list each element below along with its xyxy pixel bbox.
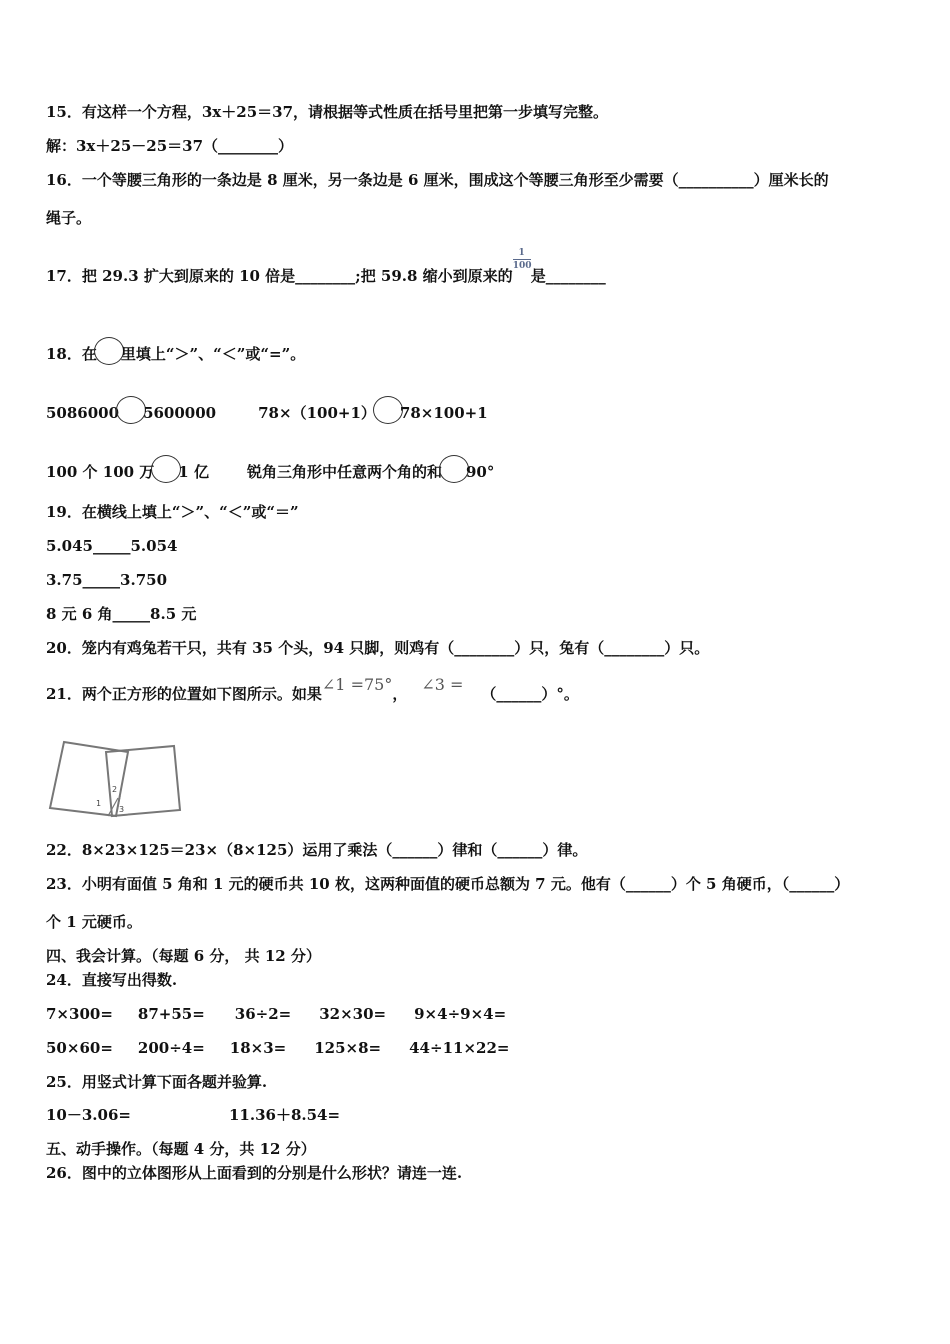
- angle1-expression: ∠1 =75°: [321, 675, 393, 694]
- q21: [46, 675, 579, 704]
- q17: [46, 248, 606, 289]
- q18-r1a-right: 5600000: [143, 404, 217, 422]
- q18-r1b-right: 78×100+1: [399, 404, 488, 422]
- q15-line2: 解：3x＋25－25＝37（________）: [46, 137, 294, 155]
- fraction-one-hundredth: [513, 248, 531, 271]
- calc-item: 32×30=: [319, 1005, 387, 1023]
- q18-row1: [46, 396, 488, 424]
- calc-item: 10－3.06=: [46, 1106, 131, 1124]
- frac-numerator: 1: [518, 248, 525, 258]
- q18-intro-b: 里填上“＞”、“＜”或“=”。: [120, 345, 306, 363]
- q25-items: [46, 1105, 340, 1125]
- section-5-heading: 五、动手操作。（每题 4 分，共 12 分）: [46, 1140, 316, 1158]
- q17-part2: 是________: [530, 267, 606, 285]
- q18-r2b-left: 锐角三角形中任意两个角的和: [246, 463, 442, 481]
- answer-circle[interactable]: [116, 396, 146, 424]
- answer-circle: [94, 337, 124, 365]
- answer-circle[interactable]: [373, 396, 403, 424]
- calc-item: 125×8=: [314, 1039, 382, 1057]
- q21-part2: （______）°。: [481, 685, 579, 703]
- two-squares-figure: [46, 738, 186, 820]
- figure-label-2: 2: [112, 785, 118, 794]
- q15-line1: 15．有这样一个方程，3x＋25＝37，请根据等式性质在括号里把第一步填写完整。: [46, 103, 609, 121]
- q25-intro: 25．用竖式计算下面各题并验算.: [46, 1073, 268, 1091]
- q20: 20．笼内有鸡兔若干只，共有 35 个头，94 只脚，则鸡有（________）只，兔有（________）只。: [46, 639, 710, 657]
- q18-r2a-right: 1 亿: [178, 463, 209, 481]
- q19-b: 3.75_____3.750: [46, 571, 168, 589]
- calc-item: 36÷2=: [234, 1005, 292, 1023]
- q22: 22．8×23×125＝23×（8×125）运用了乘法（______）律和（______）律。: [46, 841, 588, 859]
- figure-label-1: 1: [96, 799, 102, 808]
- q24-intro: 24．直接写出得数.: [46, 971, 178, 989]
- q23-line1: 23．小明有面值 5 角和 1 元的硬币共 10 枚，这两种面值的硬币总额为 7 元。他有（______）个 5 角硬币，（______）: [46, 875, 850, 893]
- answer-circle[interactable]: [151, 455, 181, 483]
- figure-label-3: 3: [119, 805, 125, 814]
- q18-intro: [46, 337, 305, 365]
- frac-denominator: 100: [512, 261, 532, 271]
- q21-part1: 21．两个正方形的位置如下图所示。如果: [46, 685, 322, 703]
- q26: 26．图中的立体图形从上面看到的分别是什么形状？请连一连.: [46, 1164, 463, 1182]
- q18-r1b-left: 78×（100+1）: [258, 404, 376, 422]
- q18-r1a-left: 5086000: [46, 404, 120, 422]
- q24-row2: [46, 1038, 509, 1058]
- q19-c: 8 元 6 角_____8.5 元: [46, 605, 197, 623]
- q18-r2b-right: 90°: [465, 463, 495, 481]
- q19-a: 5.045_____5.054: [46, 537, 178, 555]
- q23-line2: 个 1 元硬币。: [46, 913, 142, 931]
- q21-comma: ，: [392, 685, 408, 703]
- q16-line2: 绳子。: [46, 209, 92, 227]
- angle3-expression: ∠3 =: [421, 675, 464, 694]
- q19-intro: 19．在横线上填上“＞”、“＜”或“＝”: [46, 503, 299, 521]
- calc-item: 44÷11×22=: [409, 1039, 510, 1057]
- calc-item: 18×3=: [229, 1039, 287, 1057]
- answer-circle[interactable]: [439, 455, 469, 483]
- q18-row2: [46, 455, 494, 483]
- calc-item: 50×60=: [46, 1039, 113, 1057]
- q18-r2a-left: 100 个 100 万: [46, 463, 155, 481]
- q17-part1: 17．把 29.3 扩大到原来的 10 倍是________;把 59.8 缩小到原来的: [46, 267, 513, 285]
- calc-item: 200÷4=: [137, 1039, 205, 1057]
- q24-row1: [46, 1004, 506, 1024]
- q16-line1: 16．一个等腰三角形的一条边是 8 厘米，另一条边是 6 厘米，围成这个等腰三角形至少需要（__________）厘米长的: [46, 171, 829, 189]
- calc-item: 9×4÷9×4=: [414, 1005, 507, 1023]
- section-4-heading: 四、我会计算。（每题 6 分， 共 12 分）: [46, 947, 321, 965]
- calc-item: 7×300=: [46, 1005, 113, 1023]
- calc-item: 87+55=: [137, 1005, 205, 1023]
- q18-intro-a: 18．在: [46, 345, 97, 363]
- calc-item: 11.36＋8.54=: [228, 1106, 341, 1124]
